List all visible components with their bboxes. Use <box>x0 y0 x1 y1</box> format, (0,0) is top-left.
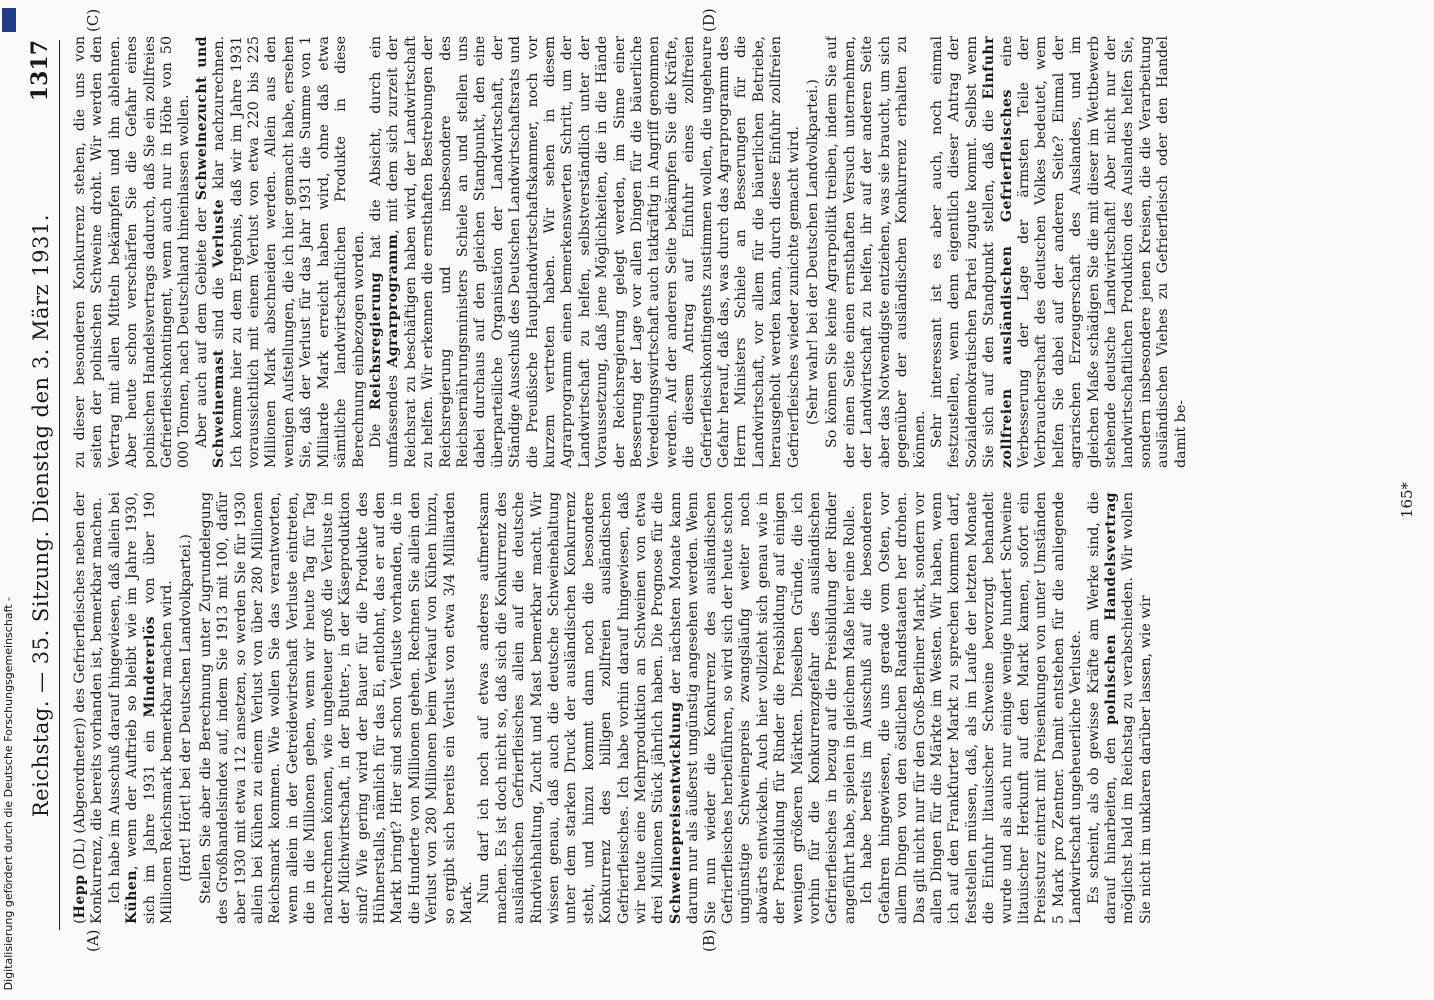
digitization-note: Digitalisierung gefördert durch die Deutsche Forschungsgemeinschaft - <box>2 596 15 990</box>
page-signature: 165* <box>1398 481 1416 519</box>
text-column-right <box>72 36 1374 468</box>
header-title: Reichstag. — 35. Sitzung. Dienstag den 3. März 1931. <box>29 214 53 818</box>
paragraph-text: Die <box>367 410 384 448</box>
emphasis-text: Verluste <box>211 198 228 268</box>
paragraph-text: , wenn der Auftrieb so bleibt wie im Jahre 1930, sich im Jahre 1931 ein <box>124 492 158 924</box>
paragraph: Stellen Sie aber die Berechnung unter Zugrundelegung des Großhandelsindex auf, indem Sie 1913 mit 100, dafür aber 1930 mit etwa 112 ansetzen, so werden Sie für 1930 allein bei Kühen zu einem Verlust von über 280 Millionen Reichsmark kommen. Wie wollen Sie das verantworten, wenn allein in der Getreidewirtschaft Verluste eintreten, die in die Millionen gehen, wenn wir heute Tag für Tag nachrechnen können, wie ungeheuer groß die Verluste in der Milchwirtschaft, in der Butter-, in der Käseproduktion sind? Wie gering wird der Bauer für die Produkte des Hühnerstalls, nämlich für das Ei, entlohnt, das er auf den Markt bringt? Hier sind schon Verluste vorhanden, die in die Hunderte von Millionen gehen. Rechnen Sie allein den Verlust von 280 Millionen beim Verkauf von Kühen hinzu, so ergibt sich bereits ein Verlust von etwa 3/4 Milliarden Mark. <box>197 492 475 924</box>
emphasis-text: Einfuhr zollfreien ausländischen Gefrierfleisches <box>981 36 1015 468</box>
paragraph: zu dieser besonderen Konkurrenz stehen, die uns von seiten der polnischen Schweine droht. Wir werden den Vertrag mit allen Mitteln bekämpfen und ihn ablehnen. Aber heute schon verschärfen Sie die Gefahr eines polnischen Handelsvertrags dadurch, daß Sie ein zollfreies Gefrierfleischkontingent, wenn auch nur in Höhe von 50 000 Tonnen, nach Deutschland hineinlassen wollen. <box>72 36 193 468</box>
page-number: 1317 <box>27 40 53 102</box>
emphasis-text: Schweinepreisentwicklung <box>667 701 684 924</box>
paragraph-text: Sehr interessant ist es aber auch, noch einmal festzustellen, wenn denn eigentlich dieser Antrag der Sozialdemokratischen Partei zugute kommt. Selbst wenn Sie sich auf den Standpunkt stellen, daß die <box>928 36 998 468</box>
digitization-sidebar <box>0 0 18 1000</box>
paragraph-text: des Gefrierfleisches neben der Konkurrenz, die bereits vorhanden ist, bemerkbar machen. <box>72 492 106 924</box>
paragraph-text: eine Verbesserung der Lage der ärmsten Teile der Verbraucherschaft des deutschen Volkes bedeutet, wem helfen Sie dabei auf der anderen Seite? Einmal der agrarischen Erzeugerschaft des Auslandes, und im gleichen Maße schädigen Sie die mit dieser im Wettbewerb stehende deutsche Landwirtschaft! Aber nicht nur der landwirtschaftlichen Produktion des Auslandes helfen Sie, sondern insbesondere jenen Kreisen, die die Verarbeitung ausländischen Viehes zu Gefrierfleisch oder den Handel damit be- <box>998 36 1189 468</box>
speaker-party: (DL) (Abgeordneter) <box>72 722 88 875</box>
paragraph-text: klar nachzurechnen. Ich komme hier zu dem Ergebnis, daß wir im Jahre 1931 voraussichtlich mit einem Verlust von etwa 220 bis 225 Millionen Mark abschneiden werden. Allein aus den wenigen Aufstellungen, die ich hier gemacht habe, ersehen Sie, daß der Verlust für das Jahr 1931 die Summe von 1 Milliarde Mark erreicht haben wird, ohne daß etwa sämtliche landwirtschaftlichen Produkte in diese Berechnung einbezogen worden. <box>211 36 367 468</box>
dfg-logo <box>2 8 16 32</box>
paragraph-text: , mit dem sich zurzeit der Reichsrat zu beschäftigen haben wird, der Landwirtschaft zu helfen. Wir erkennen die ernsthaften Bestrebungen der Reichsregierung und insbesondere des Reichsernährungsministers Schiele an und stellen uns dabei durchaus auf den gleichen Standpunkt, den eine überparteiliche Organisation der Landwirtschaft, der Ständige Ausschuß des Deutschen Landwirtschaftsrats und die Preußische Hauptlandwirtschaftskammer, noch vor kurzem vertreten haben. Wir sehen in diesem Agrarprogramm einen bemerkenswerten Schritt, um der Landwirtschaft zu helfen, selbstverständlich unter der Voraussetzung, daß jene Möglichkeiten, die in die Hände der Reichsregierung gelegt werden, im Sinne einer Besserung der Lage vor allen Dingen für die bäuerliche Veredelungswirtschaft auch tatkräftig in Angriff genommen werden. Auf der anderen Seite bekämpfen Sie die Kräfte, die diesem Antrag auf Einfuhr eines zollfreien Gefrierfleischkontingents zustimmen wollen, die ungeheure Gefahr herauf, daß das, was durch das Agrarprogramm des Herrn Ministers Schiele an Besserungen für die Landwirtschaft, vor allem für die bäuerlichen Betriebe, herausgeholt werden kann, durch diese Einfuhr zollfreien Gefrierfleisches wieder zunichte gemacht wird. <box>385 36 802 468</box>
paragraph <box>929 36 1190 468</box>
paragraph-text: der nächsten Monate kann darum nur als äußerst ungünstig angesehen werden. Wenn Sie nun wieder die Konkurrenz des ausländischen Gefrierfleisches herbeiführen, so wird sich der heute schon ungünstige Schweinepreis zwangsläufig weiter noch abwärts entwickeln. Auch hier vollzieht sich genau wie in der Preisbildung für Rinder die Preisbildung auf einigen wenigen größeren Märkten. Dieselben Gründe, die ich vorhin für die Konkurrenzgefahr des ausländischen Gefrierfleisches in bezug auf die Preisbildung der Rinder angeführt habe, spielen in gleichem Maße hier eine Rolle. <box>667 492 858 924</box>
emphasis-text: Schweinezucht und Schweinemast <box>193 36 228 468</box>
emphasis-text: Agrarprogramm <box>385 233 402 368</box>
paragraph <box>107 492 177 924</box>
paragraph-text: Aber auch auf dem Gebiete der <box>193 200 210 448</box>
page-header <box>14 40 60 930</box>
paragraph-text: sind die <box>211 267 228 350</box>
emphasis-text: Kühen <box>124 870 141 924</box>
paragraph-text: hat die Absicht, durch ein umfassendes <box>367 36 402 468</box>
margin-marker-c: (C) <box>84 8 102 32</box>
paragraph <box>1086 492 1156 924</box>
interjection: (Hört! Hört! bei der Deutschen Landvolkpartei.) <box>178 534 195 882</box>
paragraph-text: Nun darf ich noch auf etwas anderes aufmerksam machen. Es ist doch nicht so, daß sich die Konkurrenz des ausländischen Gefrierfleisches allein auf die deutsche Rindviehhaltung, Zucht und Mast bemerkbar macht. Wir wissen genau, daß auch die deutsche Schweinehaltung unter dem starken Druck der ausländischen Konkurrenz steht, und hinzu kommt dann noch die besondere Konkurrenz des billigen zollfreien ausländischen Gefrierfleisches. Ich habe vorhin darauf hingewiesen, daß wir heute eine Mehrproduktion an Schweinen von etwa drei Millionen Stück jährlich haben. Die Prognose für die <box>476 492 667 924</box>
paragraph <box>368 36 803 468</box>
paragraph-text: möglichst bald im Reichstag zu verabschieden. Wir wollen Sie nicht im unklaren darüber lassen, wie wir <box>1120 492 1154 924</box>
paragraph-text: Es scheint, als ob gewisse Kräfte am Werke sind, die darauf hinarbeiten, den <box>1085 492 1119 924</box>
speaker-name: Hepp <box>72 874 88 919</box>
interjection: (Sehr wahr! bei der Deutschen Landvolkpartei.) <box>805 79 822 425</box>
text-column-left <box>72 492 1374 924</box>
paragraph <box>476 492 859 924</box>
paragraph <box>194 36 368 468</box>
margin-marker-a: (A) <box>84 929 102 952</box>
paragraph-text: Ich habe im Ausschuß darauf hingewiesen, daß allein bei <box>106 492 123 904</box>
margin-marker-b: (B) <box>700 929 718 952</box>
paragraph: Ich habe bereits im Ausschuß auf die besonderen Gefahren hingewiesen, die uns gerade vom Osten, vor allem Dingen von den östlichen Randstaaten her drohen. Das gilt nicht nur für den Groß-Berliner Markt, sondern vor allen Dingen für die Märkte im Westen. Wir haben, wenn ich auf den Frankfurter Markt zu sprechen kommen darf, feststellen müssen, daß, als im Laufe der letzten Monate die Einfuhr litauischer Schweine bevorzugt behandelt wurde und als auch nur einige wenige hundert Schweine litauischer Herkunft auf den Markt kamen, sofort ein Preissturz eintrat mit Preisenkungen von unter Umständen 5 Mark pro Zentner. Damit entstehen für die anliegende Landwirtschaft ungeheuerliche Verluste. <box>859 492 1085 924</box>
paragraph-text: von über 190 Millionen Reichsmark bemerkbar machen wird. <box>141 492 176 924</box>
emphasis-text: Reichsregierung <box>367 272 384 411</box>
emphasis-text: Mindererlös <box>141 615 158 718</box>
paragraph: (Hepp (DL) (Abgeordneter)) des Gefrierfleisches neben der Konkurrenz, die bereits vorhanden ist, bemerkbar machen. <box>72 492 106 924</box>
margin-marker-d: (D) <box>700 8 718 32</box>
emphasis-text: polnischen Handelsvertrag <box>1102 492 1119 725</box>
paragraph: So können Sie keine Agrarpolitik treiben, indem Sie auf der einen Seite einen ernsthaften Versuch unternehmen, der Landwirtschaft zu helfen, ihr auf der anderen Seite aber das Notwendigste entziehen, was sie braucht, um sich gegenüber der ausländischen Konkurrenz erhalten zu können. <box>824 36 928 468</box>
